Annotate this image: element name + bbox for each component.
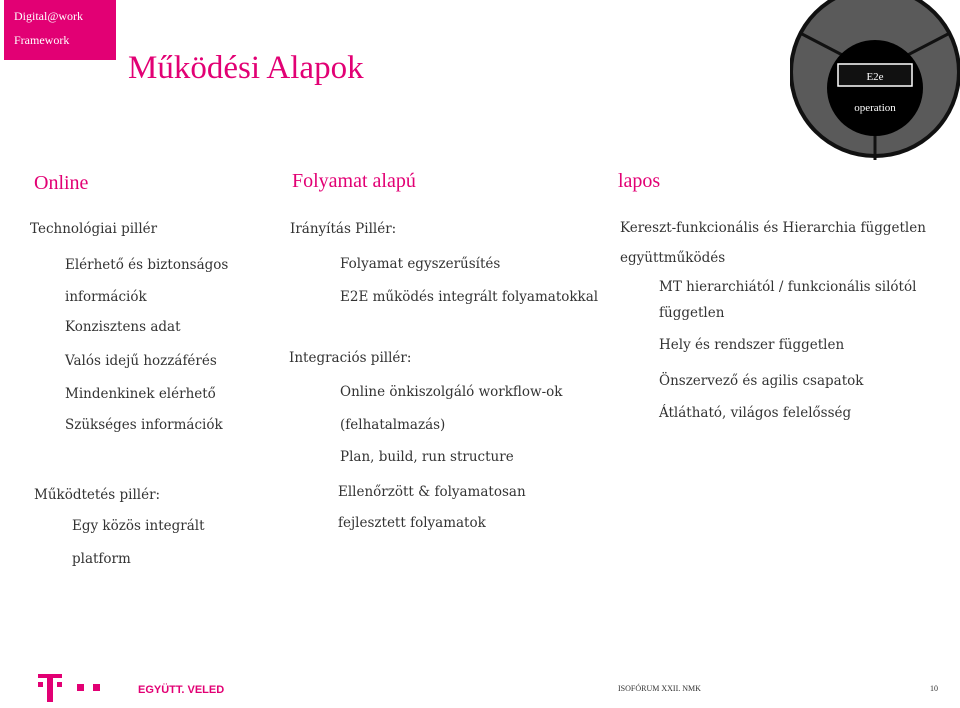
process-item: Integraciós pillér: [289, 350, 412, 366]
online-item: Technológiai pillér [30, 221, 158, 237]
e2e-operation-badge [790, 0, 960, 170]
badge-center [827, 40, 923, 136]
online-item: Elérhető és biztonságos [65, 257, 229, 273]
process-item: E2E működés integrált folyamatokkal [340, 289, 599, 305]
page-title: Működési Alapok [128, 50, 364, 86]
online-item: információk [65, 289, 147, 305]
ops-item: platform [72, 551, 131, 567]
process-item: Folyamat egyszerűsítés [340, 256, 501, 272]
flat-item: MT hierarchiától / funkcionális silótól [659, 279, 917, 295]
footer-page-number: 10 [930, 684, 938, 693]
online-item: Konzisztens adat [65, 319, 181, 335]
flat-item: független [659, 305, 725, 321]
badge-line-1: E2e [866, 71, 884, 83]
footer-slogan: EGYÜTT. VELED [138, 684, 225, 696]
ops-item: Egy közös integrált [72, 518, 205, 534]
heading-flat: lapos [618, 170, 661, 192]
footer-event: ISOFÓRUM XXII. NMK [618, 684, 701, 693]
process-item: Plan, build, run structure [340, 449, 514, 465]
telekom-t-logo [38, 674, 104, 706]
flat-item: Önszervező és agilis csapatok [659, 373, 864, 389]
online-item: Szükséges információk [65, 417, 223, 433]
process-item: Ellenőrzött & folyamatosan [338, 484, 526, 500]
process-item: Online önkiszolgáló workflow-ok [340, 384, 563, 400]
brand-line-2: Framework [14, 33, 70, 47]
flat-item: együttműködés [620, 250, 726, 266]
brand-line-1: Digital@work [14, 9, 84, 23]
heading-process: Folyamat alapú [292, 170, 416, 192]
flat-item: Hely és rendszer független [659, 337, 845, 353]
online-item: Mindenkinek elérhető [65, 386, 216, 402]
flat-item: Átlátható, világos felelősség [659, 405, 852, 421]
online-item: Valós idejű hozzáférés [65, 353, 217, 369]
badge-line-2: operation [854, 102, 896, 114]
brand-box [4, 0, 116, 60]
process-item: (felhatalmazás) [340, 417, 446, 433]
process-item: fejlesztett folyamatok [338, 515, 486, 531]
flat-item: Kereszt-funkcionális és Hierarchia független [620, 220, 926, 236]
ops-item: Működtetés pillér: [34, 487, 161, 503]
heading-online: Online [34, 172, 89, 194]
process-item: Irányítás Pillér: [290, 221, 397, 237]
